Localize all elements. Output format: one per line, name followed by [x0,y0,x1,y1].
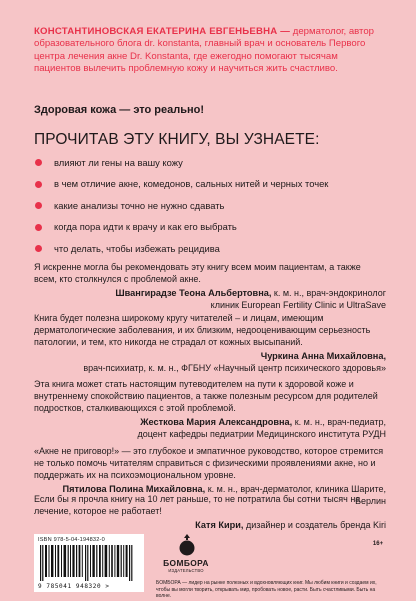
publisher-logo [156,534,216,578]
publisher-description: БОМБОРА — лидер на рынке полезных и вдохновляющих книг. Мы любим книги и создаем их, чтобы вы могли творить, открывать мир, пробовать новое, расти. Быть счастливыми. Быть на волне. [156,580,377,599]
list-item: что делать, чтобы избежать рецидива [34,238,386,260]
barcode-digits: 9 785041 948320 > [38,583,110,590]
isbn-text: ISBN 978-5-04-194832-0 [38,537,105,543]
reviewer-affiliation: доцент кафедры педиатрии Медицинского института РУДН [137,428,386,439]
review-text: Эта книга может стать настоящим путеводителем на пути к здоровой коже и внутреннему спокойствию пациентов, а также полезным ресурсом для родителей подростков, сталкивающихся с этой проблемой. [34,379,378,413]
reviewer-name: Жесткова Мария Александровна, [140,416,293,427]
learn-heading: ПРОЧИТАВ ЭТУ КНИГУ, ВЫ УЗНАЕТЕ: [34,131,320,148]
reviewer-role: дизайнер и создатель бренда Kiri [243,519,386,530]
barcode-box [34,534,144,592]
bullet-dot-icon [35,245,42,252]
bullet-dot-icon [35,224,42,231]
reviewer-role: к. м. н., врач-педиатр, [292,416,386,427]
reviewer-affiliation: клиник European Fertility Clinic и UltraSave [210,299,386,310]
age-rating-badge: 16+ [372,541,384,547]
bullet-dot-icon [35,159,42,166]
bullet-dot-icon [35,202,42,209]
learn-list [34,152,386,260]
review-2 [34,313,386,375]
author-name: КОНСТАНТИНОВСКАЯ ЕКАТЕРИНА ЕВГЕНЬЕВНА — [34,26,291,37]
author-block [34,26,386,76]
reviewer-name: Чуркина Анна Михайловна, [260,350,386,361]
reviewer-name: Швангирадзе Теона Альбертовна, [115,287,272,298]
reviewer-role: к. м. н., врач-дерматолог, клиника Шарите, Берлин [205,483,386,506]
bullet-dot-icon [35,181,42,188]
author-description: дерматолог, автор образовательного блога dr. konstanta, главный врач и основатель Первого центра лечения акне Dr. Konstanta, где ежегодно помогают тысячам пациентов вылечить проблемную кожу и научиться жить счастливо. [34,26,374,75]
reviewer-name: Катя Кири, [195,519,244,530]
list-item: когда пора идти к врачу и как его выбрать [34,217,386,239]
review-signature [34,519,386,532]
tagline: Здоровая кожа — это реально! [34,104,205,116]
reviewer-role: к. м. н., врач-эндокринолог [271,287,386,298]
list-item: какие анализы точно не нужно сдавать [34,195,386,217]
review-1 [34,262,386,312]
bomb-logo-icon [178,534,196,556]
reviewer-name: Пятилова Полина Михайловна, [62,483,206,494]
list-item: влияют ли гены на вашу кожу [34,152,386,174]
review-5 [34,494,386,532]
review-text: Книга будет полезна широкому кругу читателей – и лицам, имеющим дерматологические заболевания, и их близким, недооценивающим серьезность патологии, и тем, кто никогда не страдал от кожных высыпаний. [34,313,371,347]
review-signature [34,416,386,429]
barcode-icon [40,545,138,581]
reviewer-affiliation: врач-психиатр, к. м. н., ФГБНУ «Научный центр психического здоровья» [83,362,386,373]
list-item: в чем отличие акне, комедонов, сальных нитей и черных точек [34,174,386,196]
review-3 [34,379,386,441]
review-text: Я искренне могла бы рекомендовать эту книгу всем моим пациентам, а также всем, кто столкнулся с проблемой акне. [34,262,361,284]
review-signature [34,287,386,300]
publisher-name: БОМБОРА [163,558,209,568]
review-text: «Акне не приговор!» — это глубокое и эмпатичное руководство, которое стремится не только помочь читателям справиться с физическими проявлениями акне, но и поддержать их на психоэмоциональном уровне. [34,446,384,480]
review-text: Если бы я прочла книгу на 10 лет раньше, то не потратила бы сотни тысяч на лечение, которое не работает! [34,494,361,516]
review-signature [34,350,386,363]
publisher-subtitle: ИЗДАТЕЛЬСТВО [168,568,204,573]
